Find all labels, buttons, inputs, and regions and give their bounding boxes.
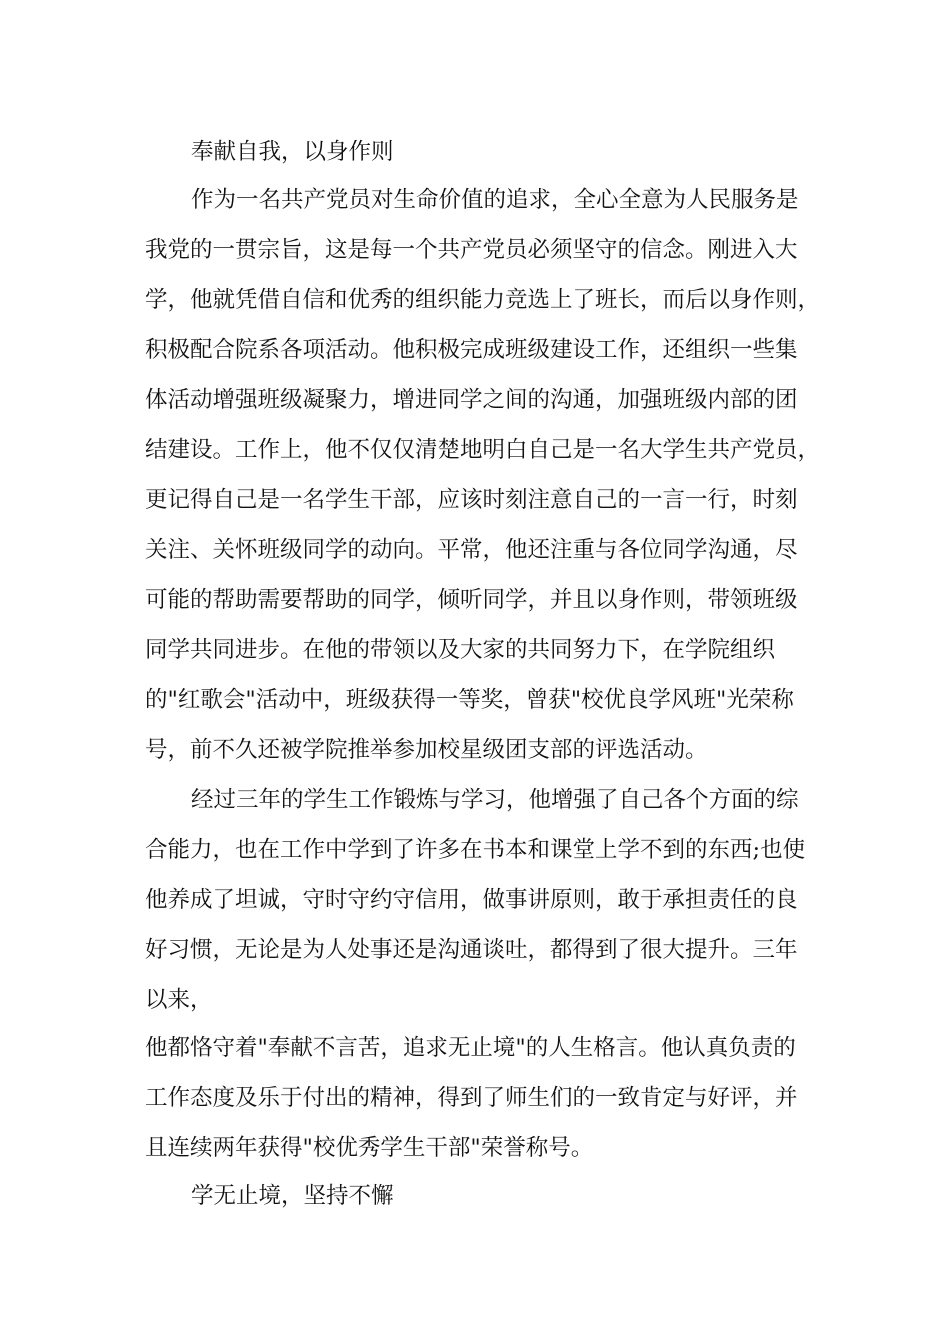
paragraph-line: 我党的一贯宗旨，这是每一个共产党员必须坚守的信念。刚进入大 xyxy=(145,237,798,263)
paragraph-line: 且连续两年获得"校优秀学生干部"荣誉称号。 xyxy=(145,1135,594,1161)
paragraph-line: 号，前不久还被学院推举参加校星级团支部的评选活动。 xyxy=(145,737,708,763)
paragraph-line: 合能力，也在工作中学到了许多在书本和课堂上学不到的东西;也使 xyxy=(145,837,806,863)
paragraph-line: 工作态度及乐于付出的精神，得到了师生们的一致肯定与好评，并 xyxy=(145,1085,798,1111)
paragraph-line: 体活动增强班级凝聚力，增进同学之间的沟通，加强班级内部的团 xyxy=(145,387,798,413)
paragraph-line: 好习惯，无论是为人处事还是沟通谈吐，都得到了很大提升。三年 xyxy=(145,937,798,963)
paragraph-line: 他养成了坦诚，守时守约守信用，做事讲原则，敢于承担责任的良 xyxy=(145,887,798,913)
paragraph-line: 结建设。工作上，他不仅仅清楚地明白自己是一名大学生共产党员， xyxy=(145,437,821,463)
paragraph-line: 关注、关怀班级同学的动向。平常，他还注重与各位同学沟通，尽 xyxy=(145,537,798,563)
paragraph-line: 同学共同进步。在他的带领以及大家的共同努力下，在学院组织 xyxy=(145,637,776,663)
paragraph-line: 以来， xyxy=(145,987,213,1013)
paragraph-line: 更记得自己是一名学生干部，应该时刻注意自己的一言一行，时刻 xyxy=(145,487,798,513)
section-heading-learning: 学无止境，坚持不懈 xyxy=(191,1183,394,1209)
paragraph-line: 学，他就凭借自信和优秀的组织能力竞选上了班长，而后以身作则， xyxy=(145,287,821,313)
paragraph-line: 积极配合院系各项活动。他积极完成班级建设工作，还组织一些集 xyxy=(145,337,798,363)
paragraph-line: 的"红歌会"活动中，班级获得一等奖，曾获"校优良学风班"光荣称 xyxy=(145,687,794,713)
section-heading-dedication: 奉献自我，以身作则 xyxy=(191,139,394,165)
paragraph-line: 经过三年的学生工作锻炼与学习，他增强了自己各个方面的综 xyxy=(191,787,799,813)
paragraph-line: 他都恪守着"奉献不言苦，追求无止境"的人生格言。他认真负责的 xyxy=(145,1035,796,1061)
paragraph-line: 可能的帮助需要帮助的同学，倾听同学，并且以身作则，带领班级 xyxy=(145,587,798,613)
paragraph-line: 作为一名共产党员对生命价值的追求，全心全意为人民服务是 xyxy=(191,187,799,213)
